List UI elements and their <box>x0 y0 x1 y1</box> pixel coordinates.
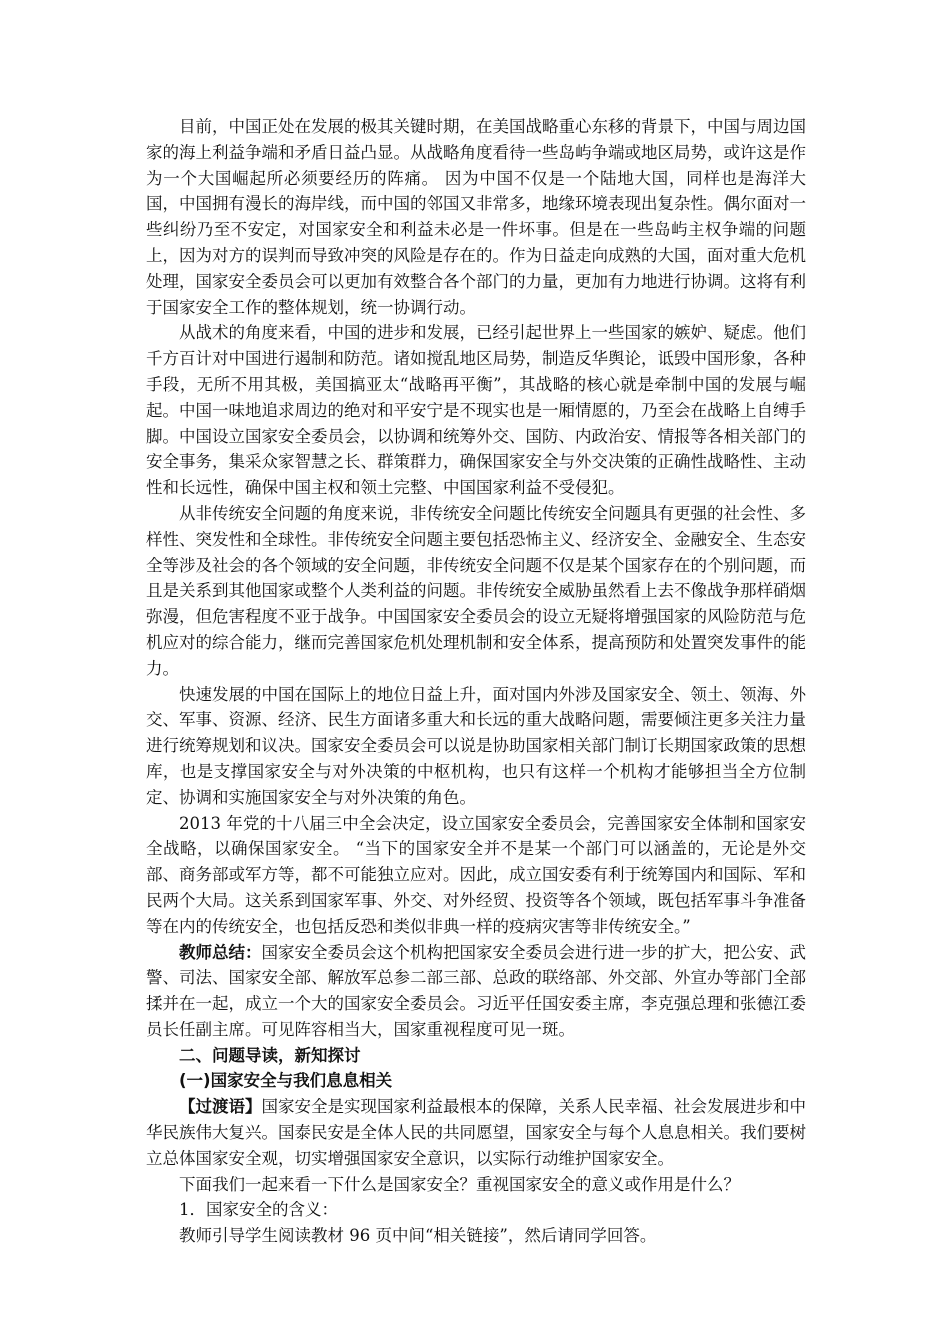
body-paragraph: 2013 年党的十八届三中全会决定，设立国家安全委员会，完善国家安全体制和国家安全战略，以确保国家安全。 “当下的国家安全并不是某一个部门可以涵盖的，无论是外交部、商务部或军方等，都不可能独立应对。因此，成立国安委有利于统筹国内和国际、军和民两个大局。这关系到国家军事、外交、对外经贸、投资等各个领域，既包括军事斗争准备等在内的传统安全，也包括反恐和类似非典一样的疫病灾害等非传统安全。” <box>146 813 806 936</box>
transition-label: 【过渡语】 <box>179 1097 262 1117</box>
list-item-heading: 1．国家安全的含义： <box>179 1200 338 1220</box>
body-paragraph: 从非传统安全问题的角度来说，非传统安全问题比传统安全问题具有更强的社会性、多样性、突发性和全球性。非传统安全问题主要包括恐怖主义、经济安全、金融安全、生态安全等涉及社会的各个领域的安全问题，非传统安全问题不仅是某个国家存在的个别问题，而且是关系到其他国家或整个人类利益的问题。非传统安全威胁虽然看上去不像战争那样硝烟弥漫，但危害程度不亚于战争。中国国家安全委员会的设立无疑将增强国家的风险防范与危机应对的综合能力，继而完善国家危机处理机制和安全体系，提高预防和处置突发事件的能力。 <box>146 503 806 678</box>
body-paragraph: 目前，中国正处在发展的极其关键时期，在美国战略重心东移的背景下，中国与周边国家的海上利益争端和矛盾日益凸显。从战略角度看待一些岛屿争端或地区局势，或许这是作为一个大国崛起所必须要经历的阵痛。 因为中国不仅是一个陆地大国，同样也是海洋大国，中国拥有漫长的海岸线，而中国的邻国又非常多，地缘环境表现出复杂性。偶尔面对一些纠纷乃至不安定，对国家安全和利益未必是一件坏事。但是在一些岛屿主权争端的问题上，因为对方的误判而导致冲突的风险是存在的。作为日益走向成熟的大国，面对重大危机处理，国家安全委员会可以更加有效整合各个部门的力量，更加有力地进行协调。这将有利于国家安全工作的整体规划，统一协调行动。 <box>146 117 806 317</box>
body-paragraph: 教师引导学生阅读教材 96 页中间“相关链接”，然后请同学回答。 <box>179 1226 657 1246</box>
teacher-summary-text: 国家安全委员会这个机构把国家安全委员会进行进一步的扩大，把公安、武警、司法、国家安全部、解放军总参二部三部、总政的联络部、外交部、外宣办等部门全部揉并在一起，成立一个大的国家安全委员会。习近平任国安委主席，李克强总理和张德江委员长任副主席。可见阵容相当大，国家重视程度可见一斑。 <box>146 942 806 1039</box>
body-paragraph: 从战术的角度来看，中国的进步和发展，已经引起世界上一些国家的嫉妒、疑虑。他们千方百计对中国进行遏制和防范。诸如搅乱地区局势，制造反华舆论，诋毁中国形象，各种手段，无所不用其极，美国搞亚太“战略再平衡”，其战略的核心就是牵制中国的发展与崛起。中国一味地追求周边的绝对和平安宁是不现实也是一厢情愿的，乃至会在战略上自缚手脚。中国设立国家安全委员会，以协调和统筹外交、国防、内政治安、情报等各相关部门的安全事务，集采众家智慧之长、群策群力，确保国家安全与外交决策的正确性战略性、主动性和长远性，确保中国主权和领土完整、中国国家利益不受侵犯。 <box>146 323 806 498</box>
body-paragraph: 下面我们一起来看一下什么是国家安全？重视国家安全的意义或作用是什么？ <box>179 1174 740 1194</box>
teacher-summary-label: 教师总结： <box>179 942 262 962</box>
teacher-summary-paragraph <box>146 940 806 1043</box>
document-page <box>146 114 806 1249</box>
subsection-heading: (一)国家安全与我们息息相关 <box>179 1071 393 1091</box>
transition-text: 国家安全是实现国家利益最根本的保障，关系人民幸福、社会发展进步和中华民族伟大复兴。国泰民安是全体人民的共同愿望，国家安全与每个人息息相关。我们要树立总体国家安全观，切实增强国家安全意识，以实际行动维护国家安全。 <box>146 1097 806 1168</box>
section-heading: 二、问题导读，新知探讨 <box>179 1045 361 1065</box>
body-paragraph: 快速发展的中国在国际上的地位日益上升，面对国内外涉及国家安全、领土、领海、外交、军事、资源、经济、民生方面诸多重大和长远的重大战略问题，需要倾注更多关注力量进行统筹规划和议决。国家安全委员会可以说是协助国家相关部门制订长期国家政策的思想库，也是支撑国家安全与对外决策的中枢机构，也只有这样一个机构才能够担当全方位制定、协调和实施国家安全与对外决策的角色。 <box>146 684 806 807</box>
transition-paragraph <box>146 1094 806 1171</box>
